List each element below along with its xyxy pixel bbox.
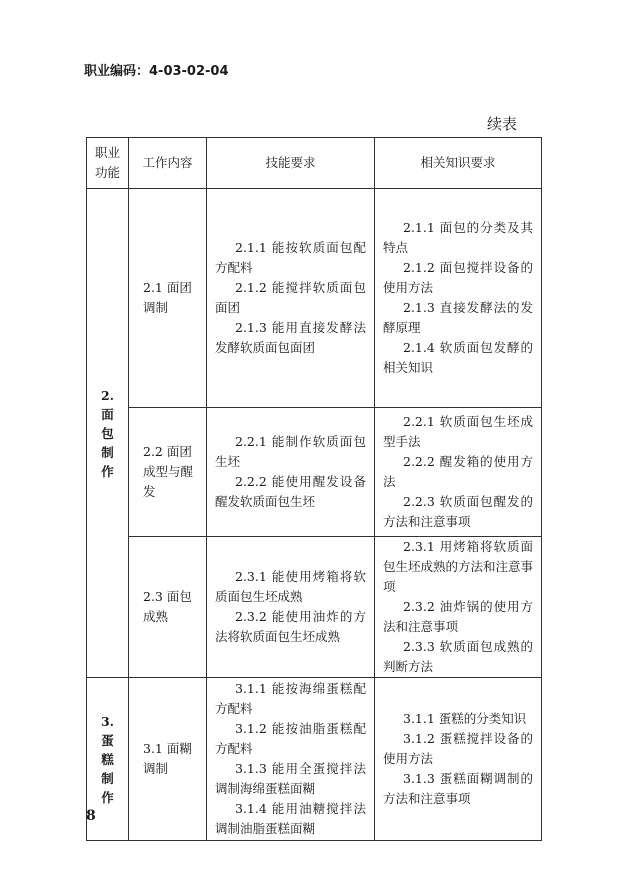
- knowledge-requirements-cell: [375, 189, 542, 408]
- header-skill-requirements: 技能要求: [207, 138, 375, 189]
- knowledge-item: 3.1.1 蛋糕的分类知识: [403, 711, 527, 726]
- knowledge-item: 2.1.4 软质面包发酵的相关知识: [383, 340, 533, 375]
- table-row: [87, 408, 542, 537]
- skill-item: 2.3.2 能使用油炸的方法将软质面包生坯成熟: [215, 609, 366, 644]
- knowledge-item: 2.1.2 面包搅拌设备的使用方法: [383, 260, 533, 295]
- knowledge-item: 2.2.3 软质面包醒发的方法和注意事项: [383, 494, 533, 529]
- header-function: 职业 功能: [87, 138, 129, 189]
- knowledge-item: 2.2.1 软质面包生坯成型手法: [383, 414, 533, 449]
- knowledge-item: 2.1.1 面包的分类及其特点: [383, 220, 533, 255]
- table-row: [87, 189, 542, 408]
- function-cake-making: 3. 蛋 糕 制 作: [87, 678, 129, 841]
- page-number: 8: [86, 808, 96, 824]
- continued-table-label: 续表: [487, 115, 518, 133]
- table-row: [87, 678, 542, 841]
- skill-item: 2.2.1 能制作软质面包生坯: [215, 434, 366, 469]
- skill-item: 3.1.2 能按油脂蛋糕配方配料: [215, 721, 366, 756]
- knowledge-item: 2.3.2 油炸锅的使用方法和注意事项: [383, 599, 533, 634]
- work-content-cell: 3.1 面糊调制: [129, 678, 207, 841]
- skill-requirements-cell: [207, 537, 375, 678]
- table-header-row: [87, 138, 542, 189]
- knowledge-item: 3.1.3 蛋糕面糊调制的方法和注意事项: [383, 771, 533, 806]
- knowledge-item: 2.1.3 直接发酵法的发酵原理: [383, 300, 533, 335]
- skill-item: 3.1.3 能用全蛋搅拌法调制海绵蛋糕面糊: [215, 761, 366, 796]
- work-content-cell: 2.1 面团调制: [129, 189, 207, 408]
- skill-requirements-cell: [207, 678, 375, 841]
- skill-requirements-cell: [207, 408, 375, 537]
- knowledge-item: 2.2.2 醒发箱的使用方法: [383, 454, 533, 489]
- work-content-cell: 2.2 面团成型与醒发: [129, 408, 207, 537]
- skill-item: 3.1.4 能用油糖搅拌法调制油脂蛋糕面糊: [215, 801, 366, 836]
- knowledge-item: 2.3.1 用烤箱将软质面包生坯成熟的方法和注意事项: [383, 539, 534, 594]
- header-knowledge-requirements: 相关知识要求: [375, 138, 542, 189]
- knowledge-item: 2.3.3 软质面包成熟的判断方法: [383, 639, 533, 674]
- header-work-content: 工作内容: [129, 138, 207, 189]
- table-row: [87, 537, 542, 678]
- skill-requirements-cell: [207, 189, 375, 408]
- skill-item: 3.1.1 能按海绵蛋糕配方配料: [215, 681, 366, 716]
- skill-item: 2.3.1 能使用烤箱将软质面包生坯成熟: [215, 569, 366, 604]
- knowledge-requirements-cell: [375, 408, 542, 537]
- occupation-code: 职业编码：4-03-02-04: [84, 64, 229, 79]
- knowledge-requirements-cell: [375, 537, 542, 678]
- knowledge-item: 3.1.2 蛋糕搅拌设备的使用方法: [383, 731, 533, 766]
- skills-table: [86, 137, 542, 841]
- skill-item: 2.1.3 能用直接发酵法发酵软质面包面团: [215, 320, 366, 355]
- skill-item: 2.2.2 能使用醒发设备醒发软质面包生坯: [215, 474, 366, 509]
- work-content-cell: 2.3 面包成熟: [129, 537, 207, 678]
- knowledge-requirements-cell: [375, 678, 542, 841]
- function-bread-making: 2. 面 包 制 作: [87, 189, 129, 678]
- skill-item: 2.1.2 能搅拌软质面包面团: [215, 280, 366, 315]
- skill-item: 2.1.1 能按软质面包配方配料: [215, 240, 366, 275]
